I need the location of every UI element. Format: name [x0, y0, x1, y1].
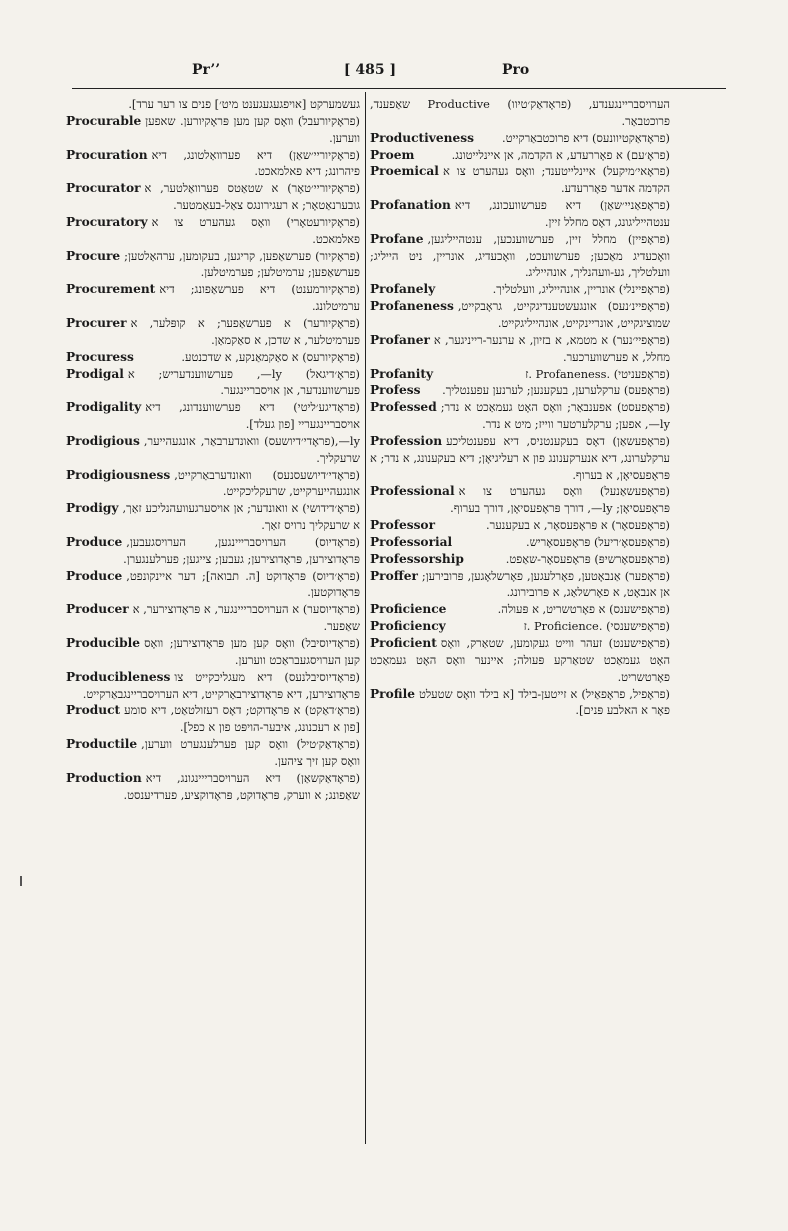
entry-headword: Productile: [66, 737, 138, 752]
entry-pronunciation: (פראָפישענט): [608, 636, 670, 650]
dictionary-entry: [66, 601, 360, 635]
entry-definition: וואָס קען מען פּראָקיורען. שאפען ווערען.: [145, 113, 360, 145]
entry-definition: הערויסבריינגענדע, (פראָדאַק׳טיוו) Productive שאַפענד, פרוכטבאַר.: [370, 97, 670, 128]
entry-definition: מחלל זיין, פערשווענכען, ענטהייליגען, וואָכעדיג מאַכען; פערשוועכט, וואָכעדיג, אונריין, ניט הייליג; וועלטליך, גע-וועהנליך, אונהייליג.: [370, 231, 670, 280]
dictionary-entry: [370, 96, 670, 130]
entry-definition: א סאַקמאַנקע, א שדכנטע.: [181, 349, 299, 364]
entry-definition: דיא פערשוועכונג, דיא ענטהייליגונג, דאָס מחלל זיין.: [454, 198, 670, 229]
entry-headword: Proficiency: [370, 619, 446, 634]
dictionary-entry: [370, 534, 670, 551]
entry-pronunciation: (פראָדיוסיבל): [301, 636, 360, 650]
dictionary-entry: [370, 147, 670, 164]
dictionary-entry: [66, 180, 360, 214]
margin-mark: [20, 876, 22, 886]
entry-pronunciation: (פראָדיגע׳ליטי): [293, 400, 360, 415]
entry-definition: געשמערקט [אויפגעגעגענט מיט׳] פנים צו רער ערד].: [128, 97, 360, 111]
entry-pronunciation: (פראָפעניטי): [613, 366, 670, 381]
dictionary-entry: [370, 399, 670, 433]
dictionary-entry: [370, 130, 670, 147]
entry-definition: א זייטען-בילד [א בילד וואָס שטעלט פאָר א האלבע פּנים].: [418, 686, 670, 718]
entry-definition: .Profaneness .ז: [525, 366, 611, 381]
header-left-guide: Pr’’: [192, 62, 221, 78]
dictionary-entry: [370, 551, 670, 568]
entry-headword: Professor: [370, 518, 435, 533]
entry-definition: אונריין, אונהייליג, וועלטליך.: [492, 282, 616, 297]
entry-headword: Prodigal: [66, 366, 124, 381]
dictionary-entry: [370, 281, 670, 298]
entry-headword: Productiveness: [370, 130, 474, 145]
entry-pronunciation: (פראָדיוסיבלנעס): [284, 669, 360, 684]
entry-definition: דיא הערויסברייינגונג, דיא שאַפונג; א ווערק, פּראָדוקט, פּראָדוקציע, פערדיענסט.: [123, 770, 360, 802]
page-number: [ 485 ]: [343, 62, 397, 78]
entry-pronunciation: (פראָאי׳מיקעל): [602, 164, 670, 179]
entry-definition: א פערשאַפער; א קופּלער, א פערמיטלער, א שדכן, א סאַקמאַן.: [130, 315, 360, 347]
entry-pronunciation: (פראָפעסאָרשיפּ): [594, 551, 670, 566]
entry-definition: וואָס קען פערלענגערט ווערען, וואָס קען זיך ציהען.: [141, 737, 360, 768]
entry-pronunciation: (פראָפיינ׳נעס): [607, 299, 670, 314]
entry-definition: איינלייטענד; וואָס געהערט צו א הקדמה אדער פאָררעדע.: [442, 164, 670, 196]
entry-headword: Procure: [66, 248, 121, 263]
dictionary-entry: [370, 298, 670, 332]
entry-definition: אַנבאָטען, פאָרלעגען, פאָרשלאָגען, פּרובירען; אן אנבאָט, א פאָרשלאַג, א פּרובירונג.: [421, 568, 670, 600]
entry-pronunciation: (פראָפעסאָ׳ריעל): [593, 534, 670, 549]
entry-pronunciation: (פראָ׳דיגאל) ly—,: [256, 366, 360, 381]
entry-pronunciation: (פראָפער): [624, 568, 670, 583]
entry-pronunciation: (פראָדאַקשאַן): [296, 770, 360, 785]
entry-definition: דאָס בעקענטניס, דיא עפענטליכע ערקלערונג, דיא אנערקענונג פון א רעליגיאָן; דיא בעקענונג, א נדר; א פּראָפעסיאָן, א בערוף.: [370, 433, 670, 482]
dictionary-entry: [370, 483, 670, 517]
dictionary-entry: [66, 568, 360, 602]
dictionary-entry: [370, 433, 670, 484]
entry-pronunciation: (פראָקיורער): [303, 315, 360, 330]
entry-headword: Procurator: [66, 181, 141, 196]
entry-pronunciation: (פראָ׳עם): [626, 147, 670, 162]
entry-headword: Profess: [370, 383, 421, 398]
dictionary-entry: [370, 197, 670, 231]
dictionary-entry: [370, 366, 670, 383]
entry-definition: וואונדערבאַר, אונגעהייער, שרעקליך.: [143, 433, 360, 465]
entry-pronunciation: (פראָ׳דיוס): [312, 568, 360, 583]
dictionary-entry: [66, 248, 360, 282]
dictionary-entry: [370, 163, 670, 197]
entry-pronunciation: (פראָפישענס): [609, 602, 670, 617]
entry-definition: וואָס קען מען פּראָדוצירען; וואָס קען הערויסגעבראַכט ווערען.: [144, 636, 360, 667]
entry-pronunciation: (פראָפיינלי): [618, 282, 670, 297]
entry-definition: פּראָדוקט [ה. תבואה]; דער איינקונפט, פּראָדוקטען.: [126, 568, 360, 600]
entry-definition: וואָס געהערט צו א פאלמאכט.: [151, 214, 360, 246]
entry-pronunciation: (פראָ׳דאַקט): [304, 703, 360, 718]
left-column: [66, 96, 360, 1156]
entry-definition: א וואונדער; אן אויסערגעוועהנליכע זאַך, א שרעקליך נרויס זאַך.: [122, 501, 360, 533]
entry-definition: דיא פערוואַלטונג, דיא פיהרונג; דיא פאלמאכט.: [151, 147, 360, 179]
entry-pronunciation: (פראָפעשאַנעל): [599, 484, 670, 499]
entry-headword: Proficience: [370, 602, 447, 617]
running-header: [150, 62, 580, 84]
entry-headword: Profession: [370, 433, 443, 448]
entry-headword: Professorial: [370, 534, 453, 549]
dictionary-entry: [66, 770, 360, 804]
dictionary-entry: [66, 281, 360, 315]
entry-pronunciation: (פראָקיוריי׳שאַן): [288, 147, 360, 162]
entry-definition: .Proficience .ז: [523, 619, 603, 634]
entry-headword: Profanely: [370, 282, 436, 297]
entry-pronunciation: (פראָדאַקטיוונעס): [591, 130, 670, 145]
entry-pronunciation: (פראָפיי׳נער): [612, 332, 670, 347]
entry-pronunciation: (פראָדאַק׳טיל): [296, 737, 360, 752]
dictionary-entry: [66, 399, 360, 433]
entry-headword: Produce: [66, 568, 123, 583]
entry-headword: Professorship: [370, 551, 464, 566]
dictionary-entry: [66, 433, 360, 467]
entry-headword: Prodigy: [66, 501, 119, 516]
dictionary-entry: [370, 635, 670, 686]
entry-headword: Producibleness: [66, 669, 171, 684]
dictionary-entry: [66, 736, 360, 770]
entry-headword: Procuration: [66, 147, 148, 162]
dictionary-entry: [370, 332, 670, 366]
entry-definition: אפענבאַר; וואָס האָט געמאַכט א נדר; ly—, אפען; ערקלערטער ווייז; מיט א נדר.: [440, 400, 670, 432]
entry-pronunciation: (פראָפעסט): [616, 400, 670, 415]
dictionary-entry: [66, 366, 360, 400]
entry-pronunciation: (פראָפישענסי): [606, 619, 670, 634]
dictionary-entry: [66, 113, 360, 147]
entry-pronunciation: (פראָקיוריי׳טאָר): [287, 181, 360, 196]
entry-definition: א פּראָדוקט; דאָס רעזולטאַט, דיא סומע [פון א רעכנונג, איבער-הויפּט פון א כפל].: [124, 703, 360, 735]
dictionary-entry: [66, 702, 360, 736]
entry-headword: Producible: [66, 636, 141, 650]
dictionary-entry: [66, 96, 360, 113]
entry-pronunciation: ly—,(פראָדי׳דיושעס): [264, 433, 360, 448]
entry-headword: Produce: [66, 534, 123, 549]
right-column: [370, 96, 670, 1156]
entry-definition: אונגעשטענדיגקייט, גראָבקייט, שמוציגקייט, אונריינקייט, אונהייליגקייט.: [457, 299, 670, 330]
entry-headword: Prodigious: [66, 433, 140, 448]
entry-headword: Procuratory: [66, 214, 148, 229]
entry-headword: Profanity: [370, 366, 434, 381]
dictionary-entry: [66, 315, 360, 349]
entry-definition: פּראָפעסאָריש.: [525, 534, 591, 549]
entry-definition: פּראָפעסאָר-שאַפט.: [505, 551, 591, 566]
entry-pronunciation: (פראָקיור): [315, 248, 360, 263]
entry-definition: דיא פרוכטבאַרקייט.: [502, 130, 589, 145]
dictionary-entry: [370, 382, 670, 399]
entry-headword: Profane: [370, 231, 424, 246]
entry-pronunciation: (פראָפאַניי׳שאַן): [599, 198, 670, 213]
dictionary-entry: [370, 618, 670, 635]
entry-definition: ערקלערען, בעקענען; לערנען עפענטליך.: [442, 383, 621, 398]
entry-pronunciation: (פראָקיורעבל): [297, 113, 360, 128]
entry-definition: וואונדערבאַרקייט, אונגעהייערקייט, שרעקליכקייט.: [174, 467, 360, 499]
entry-definition: א שטאַטס פערוואַלטער, א גובערנאַטאָר; א רעגירונגס צאַל-בעאַמטער.: [144, 181, 360, 213]
entry-definition: הערויסברייינגען, הערויסגעבען, פּראָדוצירען, פּראָדוצירען; געבען; צייגען; פערלענגערן.: [123, 534, 360, 566]
entry-headword: Proemical: [370, 164, 439, 179]
entry-definition: פערשאַפען, קריגען, בעקומען, ערהאַלטען; פערשאַפען; ערמיטלען; פערמיטלען.: [124, 248, 360, 280]
entry-headword: Profaneness: [370, 299, 454, 314]
dictionary-entry: [66, 500, 360, 534]
entry-headword: Prodigiousness: [66, 467, 171, 482]
dictionary-entry: [66, 669, 360, 703]
dictionary-entry: [66, 349, 360, 366]
header-rule: [72, 88, 726, 89]
dictionary-entry: [66, 467, 360, 501]
entry-definition: א פּראָפעסאָר, א בעקענער.: [486, 518, 608, 533]
entry-headword: Professional: [370, 484, 455, 499]
entry-pronunciation: (פראָקיורעטאָרי): [286, 214, 360, 229]
entry-pronunciation: (פראָ׳דידושי): [302, 501, 360, 516]
entry-headword: Profanation: [370, 198, 451, 213]
entry-definition: וואָס געהערט צו א פּראָפעסיאָן; ly—, דורך פּראָפעסיאָן, דורך בערוף.: [450, 484, 670, 516]
entry-pronunciation: (פראָדיוסער): [302, 602, 360, 617]
entry-headword: Procurement: [66, 282, 156, 297]
entry-definition: זעהר ווייט געקומען, שטאַרק, וואָס האָט געמאַכט שטאַרקע פּעולה; איינער וואָס האָט געמאַכט פאָרטשריט.: [370, 636, 670, 684]
dictionary-entry: [370, 601, 670, 618]
entry-headword: Profaner: [370, 332, 430, 347]
entry-pronunciation: (פראָקיורעס): [302, 349, 360, 364]
entry-pronunciation: (פראָפעסאָר): [611, 518, 670, 533]
entry-headword: Procuress: [66, 349, 134, 364]
entry-headword: Proficient: [370, 636, 437, 650]
entry-definition: דיא פערשווענדונג, דיא אויסבריינגעריי [פון געלד].: [145, 400, 360, 432]
entry-headword: Professed: [370, 400, 437, 415]
dictionary-entry: [370, 231, 670, 282]
dictionary-entry: [66, 635, 360, 669]
entry-headword: Producer: [66, 602, 129, 617]
entry-pronunciation: (פראָקיורמענט): [291, 282, 360, 297]
entry-headword: Proffer: [370, 568, 418, 583]
entry-headword: Production: [66, 770, 142, 785]
entry-pronunciation: (פראָפעס): [623, 383, 670, 398]
entry-pronunciation: (פראָפיל, פראָפאַיל): [581, 686, 670, 701]
dictionary-entry: [66, 214, 360, 248]
entry-definition: א הערויסברייינגער, א פּראָדוצירער, א שאַפער.: [132, 602, 360, 634]
entry-definition: דיא מעגליכקייט צו פּראָדוצירען, דיא פּראָדוצירבאַרקייט, דיא הערויסבריינגבאַרקייט.: [82, 669, 360, 701]
entry-definition: א מטמא, א בזיון, א ערנער-רייניגער, א מחלל, א פערשווערכער.: [433, 332, 670, 364]
dictionary-entry: [66, 534, 360, 568]
entry-pronunciation: (פראָדי׳דיושעסנעס): [272, 467, 360, 482]
entry-headword: Proem: [370, 147, 415, 162]
entry-definition: דיא פערשאַפונג; דיא ערמיטלונג.: [159, 282, 360, 314]
entry-definition: א פאָרטשריט, א פּעולה.: [497, 602, 606, 617]
dictionary-entry: [370, 517, 670, 534]
entry-headword: Procurable: [66, 113, 142, 128]
entry-headword: Product: [66, 703, 121, 718]
entry-pronunciation: (פראָפעשאַן): [612, 433, 670, 448]
entry-headword: Procurer: [66, 315, 127, 330]
dictionary-entry: [370, 686, 670, 720]
entry-headword: Prodigality: [66, 400, 142, 415]
entry-pronunciation: (פראָדיוס): [314, 534, 360, 549]
entry-pronunciation: (פראָפיין): [627, 231, 670, 246]
entry-headword: Profile: [370, 686, 415, 701]
entry-definition: פערשווענדעריש; א פערשווענדער, אן אויסבריינגער.: [127, 366, 360, 398]
column-divider: [365, 92, 366, 1144]
entry-definition: א פאָררעדע, א הקדמה, אן איינלייטונג.: [451, 147, 623, 162]
dictionary-entry: [370, 568, 670, 602]
header-right-guide: Pro: [502, 62, 530, 78]
dictionary-entry: [66, 147, 360, 181]
